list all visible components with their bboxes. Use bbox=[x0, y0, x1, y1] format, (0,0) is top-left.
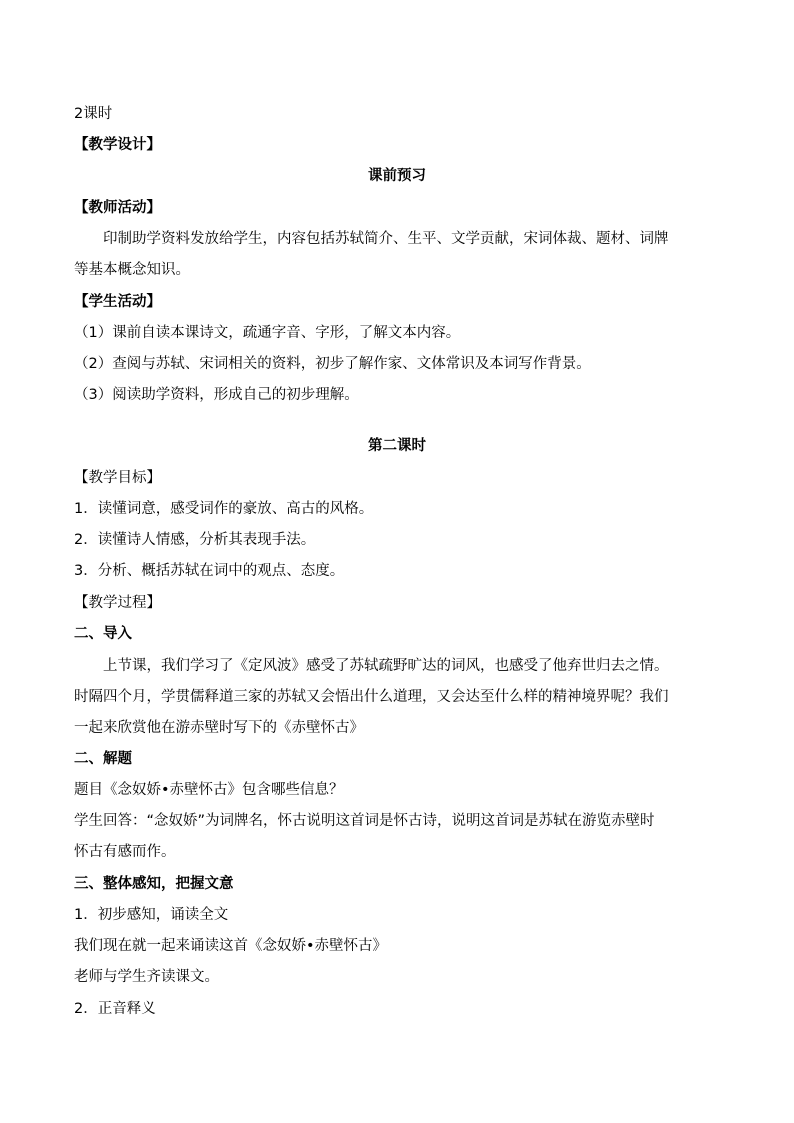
perception-heading: 三、整体感知，把握文意 bbox=[74, 876, 234, 892]
student-activity-item: （1）课前自读本课诗文，疏通字音、字形，了解文本内容。 bbox=[74, 325, 461, 341]
objective-item: 2．读懂诗人情感，分析其表现手法。 bbox=[74, 532, 316, 548]
student-answer-line: 学生回答：“念奴娇”为词牌名，怀古说明这首词是怀古诗，说明这首词是苏轼在游览赤壁时 bbox=[74, 813, 655, 829]
preview-title: 课前预习 bbox=[368, 168, 426, 184]
teacher-activity-paragraph-line: 印制助学资料发放给学生，内容包括苏轼简介、生平、文学贡献，宋词体裁、题材、词牌 bbox=[103, 231, 669, 247]
second-lesson-title: 第二课时 bbox=[368, 438, 426, 454]
title-analysis-heading: 二、解题 bbox=[74, 751, 132, 767]
step-heading: 2．正音释义 bbox=[74, 1001, 156, 1017]
teacher-activity-heading: 【教师活动】 bbox=[74, 200, 161, 216]
intro-paragraph-line: 时隔四个月，学贯儒释道三家的苏轼又会悟出什么道理，又会达至什么样的精神境界呢？我们 bbox=[74, 689, 669, 705]
design-heading: 【教学设计】 bbox=[74, 137, 161, 153]
student-activity-item: （2）查阅与苏轼、宋词相关的资料，初步了解作家、文体常识及本词写作背景。 bbox=[74, 356, 591, 372]
step-heading: 1．初步感知，诵读全文 bbox=[74, 907, 229, 923]
lesson-hours: 2课时 bbox=[74, 106, 113, 122]
objectives-heading: 【教学目标】 bbox=[74, 470, 161, 486]
student-answer-line: 怀古有感而作。 bbox=[74, 844, 176, 860]
step-text: 老师与学生齐读课文。 bbox=[74, 969, 219, 985]
objective-item: 3．分析、概括苏轼在词中的观点、态度。 bbox=[74, 563, 345, 579]
teacher-activity-paragraph-line: 等基本概念知识。 bbox=[74, 262, 190, 278]
step-text: 我们现在就一起来诵读这首《念奴娇•赤壁怀古》 bbox=[74, 938, 388, 954]
intro-paragraph-line: 一起来欣赏他在游赤壁时写下的《赤壁怀古》 bbox=[74, 720, 364, 736]
intro-paragraph-line: 上节课，我们学习了《定风波》感受了苏轼疏野旷达的词风，也感受了他弃世归去之情。 bbox=[103, 658, 669, 674]
intro-heading: 二、导入 bbox=[74, 626, 132, 642]
objective-item: 1．读懂词意，感受词作的豪放、高古的风格。 bbox=[74, 501, 374, 517]
student-activity-item: （3）阅读助学资料，形成自己的初步理解。 bbox=[74, 387, 359, 403]
title-question: 题目《念奴娇•赤壁怀古》包含哪些信息？ bbox=[74, 782, 344, 798]
student-activity-heading: 【学生活动】 bbox=[74, 294, 161, 310]
process-heading: 【教学过程】 bbox=[74, 595, 161, 611]
